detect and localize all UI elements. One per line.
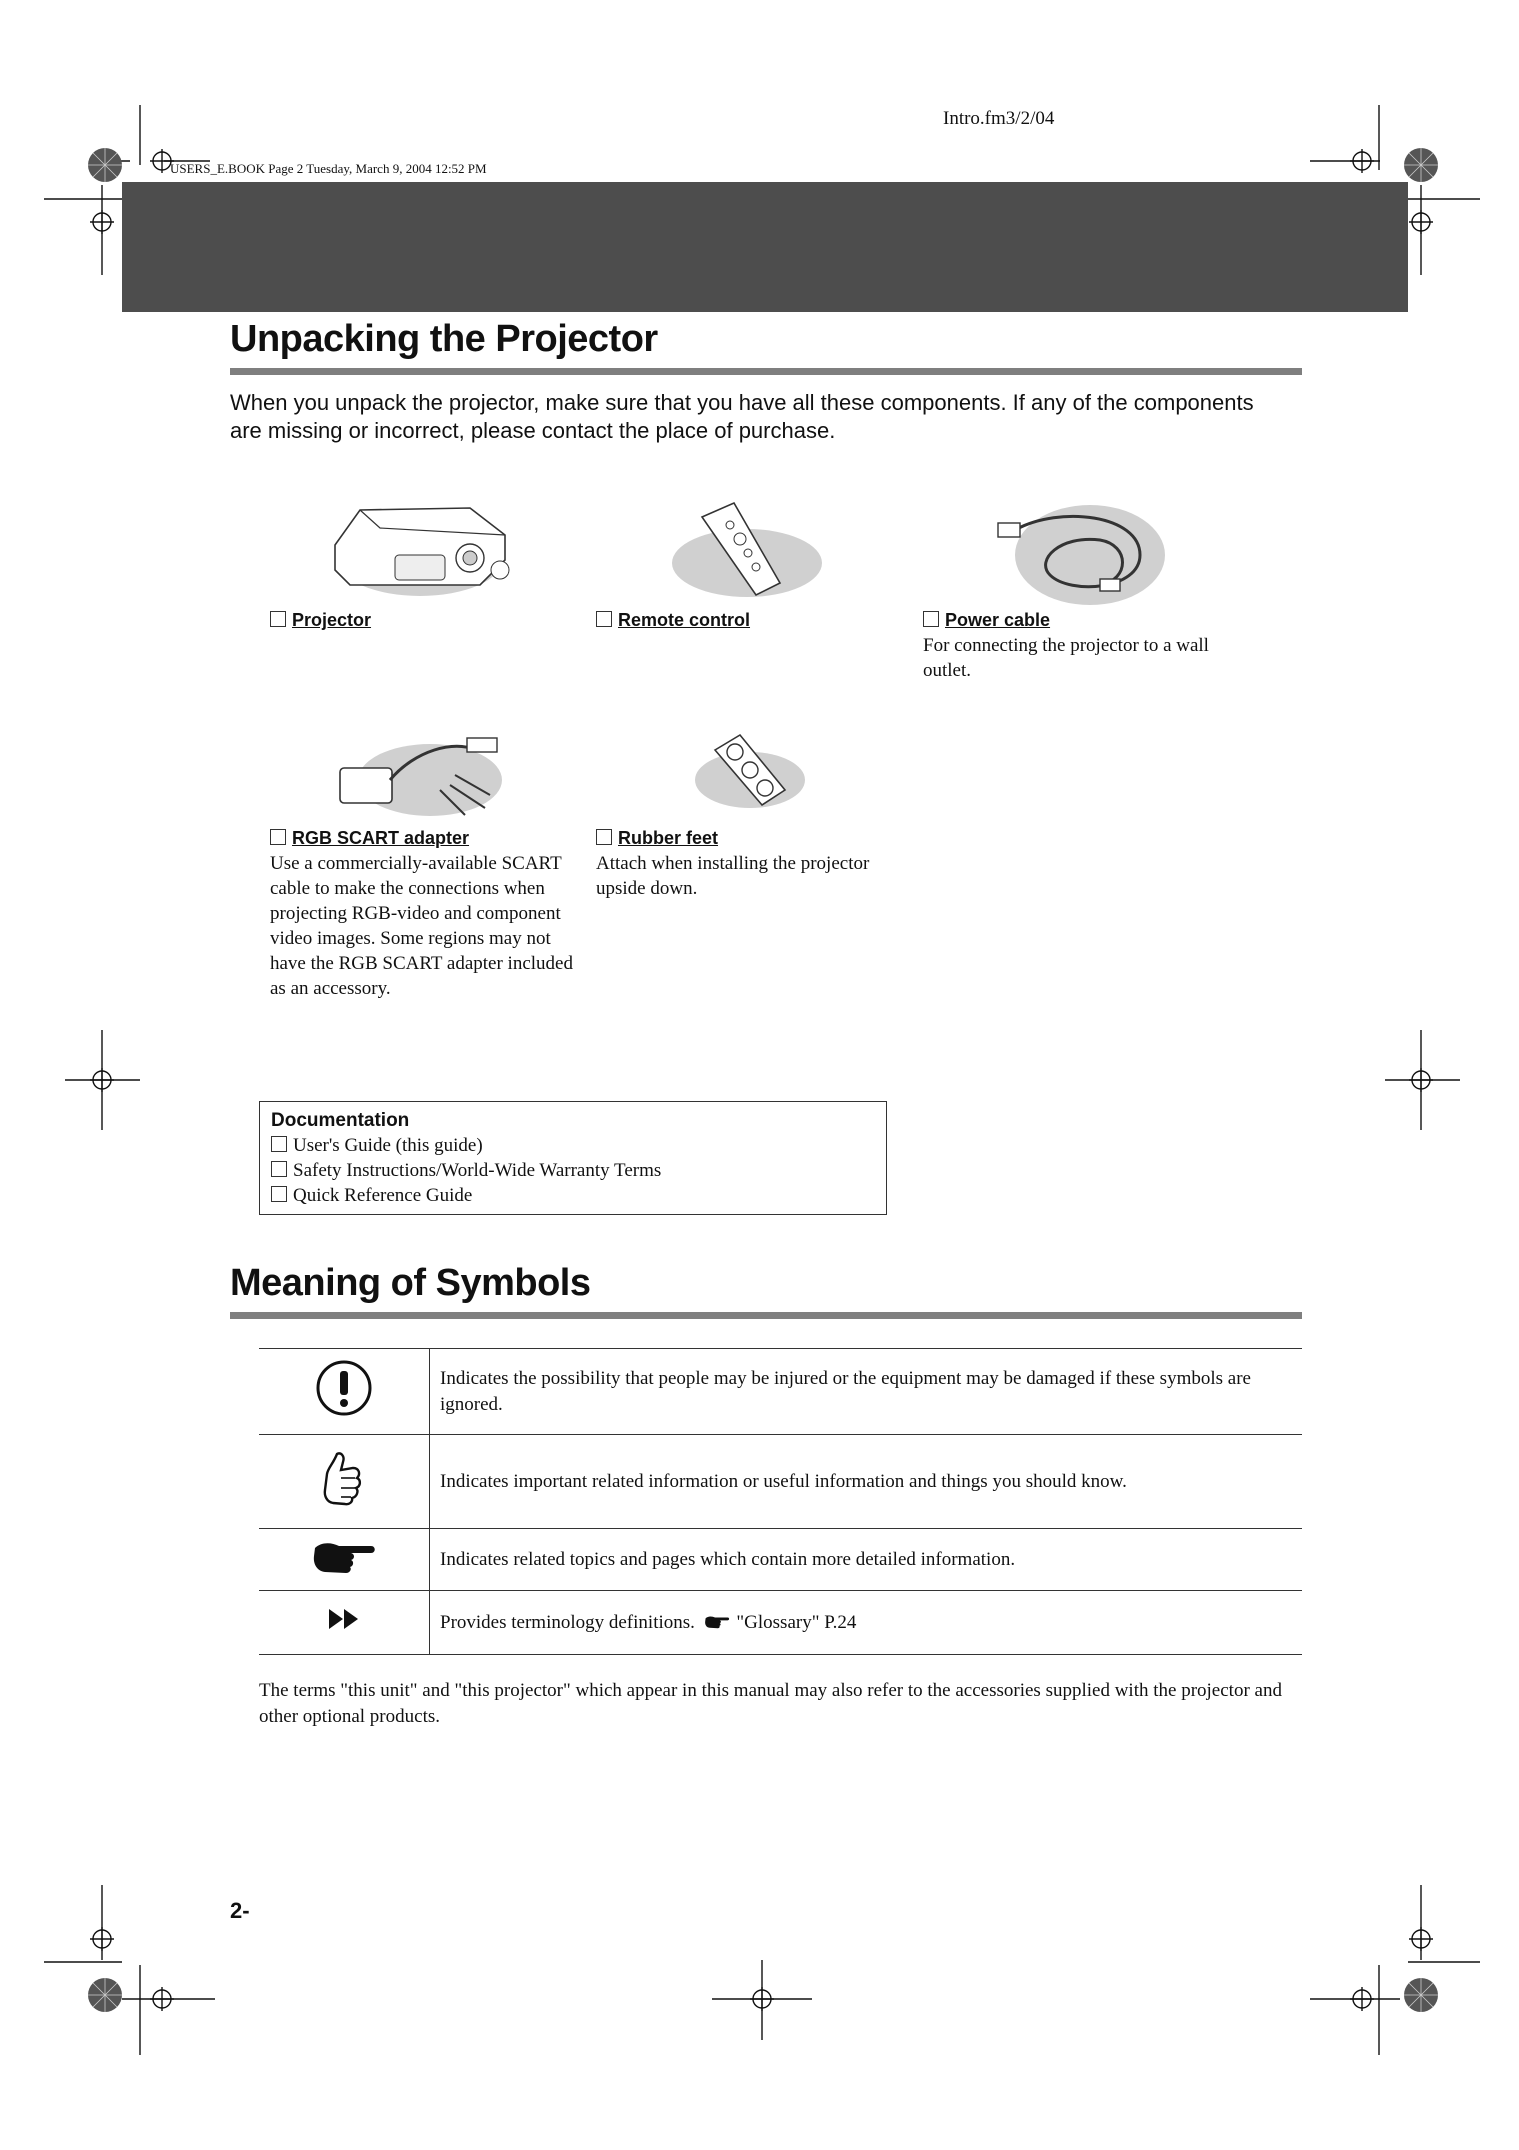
remote-control-illustration <box>672 495 822 605</box>
pointing-hand-icon <box>704 1614 730 1629</box>
item-rgb-scart-adapter <box>270 828 575 1001</box>
item-description: Use a commercially-available SCART cable to make the connections when projecting RGB-video and component video images. Some regions may not have the RGB SCART adapter included as an accessory. <box>270 853 573 999</box>
section-title-unpacking: Unpacking the Projector <box>230 318 658 360</box>
rubber-feet-illustration <box>690 725 810 815</box>
symbols-table <box>259 1348 1302 1655</box>
item-description: For connecting the projector to a wall outlet. <box>923 635 1209 681</box>
power-cable-illustration <box>990 495 1170 610</box>
page-number: 2- <box>230 1898 250 1923</box>
symbol-description: Indicates related topics and pages which contain more detailed information. <box>430 1529 1303 1591</box>
documentation-title: Documentation <box>271 1110 410 1131</box>
item-description: Attach when installing the projector upside down. <box>596 853 870 899</box>
documentation-item: Safety Instructions/World-Wide Warranty Terms <box>271 1158 875 1183</box>
documentation-item: Quick Reference Guide <box>271 1183 875 1208</box>
footnote: The terms "this unit" and "this projector" which appear in this manual may also refer to the accessories supplied with the projector and other optional products. <box>259 1680 1282 1727</box>
checkbox-icon <box>271 1161 287 1177</box>
tip-hand-icon <box>259 1435 430 1529</box>
book-page-line: USERS_E.BOOK Page 2 Tuesday, March 9, 2004 12:52 PM <box>170 161 487 176</box>
checkbox-icon <box>270 829 286 845</box>
checkbox-icon <box>271 1136 287 1152</box>
item-title: RGB SCART adapter <box>292 828 470 848</box>
item-title: Remote control <box>618 610 751 630</box>
table-row <box>259 1591 1302 1655</box>
item-power-cable <box>923 610 1223 683</box>
section-title-symbols: Meaning of Symbols <box>230 1262 591 1304</box>
item-rubber-feet <box>596 828 906 901</box>
symbol-description: Indicates important related information or useful information and things you should know. <box>430 1435 1303 1529</box>
checkbox-icon <box>596 829 612 845</box>
intro-paragraph: When you unpack the projector, make sure that you have all these components. If any of the components are missing or incorrect, please contact the place of purchase. <box>230 390 1254 443</box>
checkbox-icon <box>271 1186 287 1202</box>
item-title: Rubber feet <box>618 828 719 848</box>
item-remote-control <box>596 610 896 631</box>
section-rule <box>230 368 1302 375</box>
checkbox-icon <box>596 611 612 627</box>
symbol-description <box>430 1591 1303 1655</box>
symbol-description: Indicates the possibility that people may be injured or the equipment may be damaged if these symbols are ignored. <box>430 1349 1303 1435</box>
item-title: Projector <box>292 610 372 630</box>
double-arrow-icon <box>259 1591 430 1655</box>
item-projector <box>270 610 570 631</box>
glossary-link[interactable]: "Glossary" P.24 <box>736 1611 857 1633</box>
item-title: Power cable <box>945 610 1051 630</box>
pointing-hand-icon <box>259 1529 430 1591</box>
header-banner <box>122 182 1408 312</box>
checkbox-icon <box>923 611 939 627</box>
file-stamp: Intro.fm3/2/04 <box>943 108 1055 129</box>
projector-illustration <box>320 490 520 605</box>
documentation-box <box>259 1101 887 1215</box>
table-row <box>259 1435 1302 1529</box>
section-rule <box>230 1312 1302 1319</box>
checkbox-icon <box>270 611 286 627</box>
terminology-text: Provides terminology definitions. <box>440 1611 695 1633</box>
rgb-scart-adapter-illustration <box>335 720 505 825</box>
table-row <box>259 1529 1302 1591</box>
table-row <box>259 1349 1302 1435</box>
caution-icon <box>259 1349 430 1435</box>
documentation-item: User's Guide (this guide) <box>271 1133 875 1158</box>
